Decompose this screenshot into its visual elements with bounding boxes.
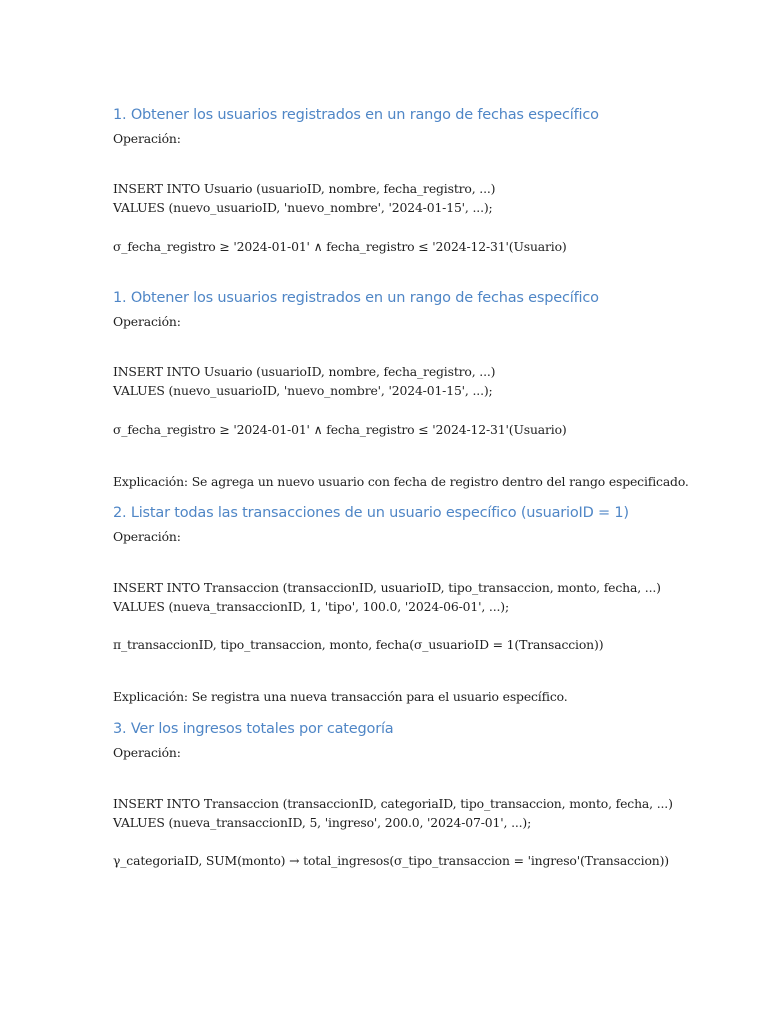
section-1-sql-line-2: VALUES (nuevo_usuarioID, 'nuevo_nombre', '2024-01-15', ...); xyxy=(113,200,493,215)
section-3-operation-label: Operación: xyxy=(113,529,181,544)
section-2-sql-line-2: VALUES (nuevo_usuarioID, 'nuevo_nombre', '2024-01-15', ...); xyxy=(113,383,493,398)
section-3-explanation: Explicación: Se registra una nueva transacción para el usuario específico. xyxy=(113,689,568,704)
section-1-sql-line-1: INSERT INTO Usuario (usuarioID, nombre, fecha_registro, ...) xyxy=(113,181,496,196)
section-4-sql-line-2: VALUES (nueva_transaccionID, 5, 'ingreso', 200.0, '2024-07-01', ...); xyxy=(113,815,532,830)
section-3-relational-algebra: π_transaccionID, tipo_transaccion, monto, fecha(σ_usuarioID = 1(Transaccion)) xyxy=(113,637,604,652)
section-4-relational-algebra: γ_categoriaID, SUM(monto) → total_ingresos(σ_tipo_transaccion = 'ingreso'(Transaccion)) xyxy=(113,853,669,868)
section-3-sql-line-1: INSERT INTO Transaccion (transaccionID, usuarioID, tipo_transaccion, monto, fecha, ...) xyxy=(113,580,661,595)
section-1-operation-label: Operación: xyxy=(113,131,181,146)
section-3-heading: 2. Listar todas las transacciones de un usuario específico (usuarioID = 1) xyxy=(113,505,629,521)
section-2-relational-algebra: σ_fecha_registro ≥ '2024-01-01' ∧ fecha_registro ≤ '2024-12-31'(Usuario) xyxy=(113,422,567,437)
section-4-operation-label: Operación: xyxy=(113,745,181,760)
section-1-heading: 1. Obtener los usuarios registrados en un rango de fechas específico xyxy=(113,107,599,123)
section-3-sql-line-2: VALUES (nueva_transaccionID, 1, 'tipo', 100.0, '2024-06-01', ...); xyxy=(113,599,509,614)
section-2-sql-line-1: INSERT INTO Usuario (usuarioID, nombre, fecha_registro, ...) xyxy=(113,364,496,379)
section-2-operation-label: Operación: xyxy=(113,314,181,329)
section-2-explanation: Explicación: Se agrega un nuevo usuario con fecha de registro dentro del rango especificado. xyxy=(113,474,689,489)
section-2-heading: 1. Obtener los usuarios registrados en un rango de fechas específico xyxy=(113,290,599,306)
section-4-sql-line-1: INSERT INTO Transaccion (transaccionID, categoriaID, tipo_transaccion, monto, fecha, ...) xyxy=(113,796,673,811)
section-1-relational-algebra: σ_fecha_registro ≥ '2024-01-01' ∧ fecha_registro ≤ '2024-12-31'(Usuario) xyxy=(113,239,567,254)
section-4-heading: 3. Ver los ingresos totales por categoría xyxy=(113,721,394,737)
